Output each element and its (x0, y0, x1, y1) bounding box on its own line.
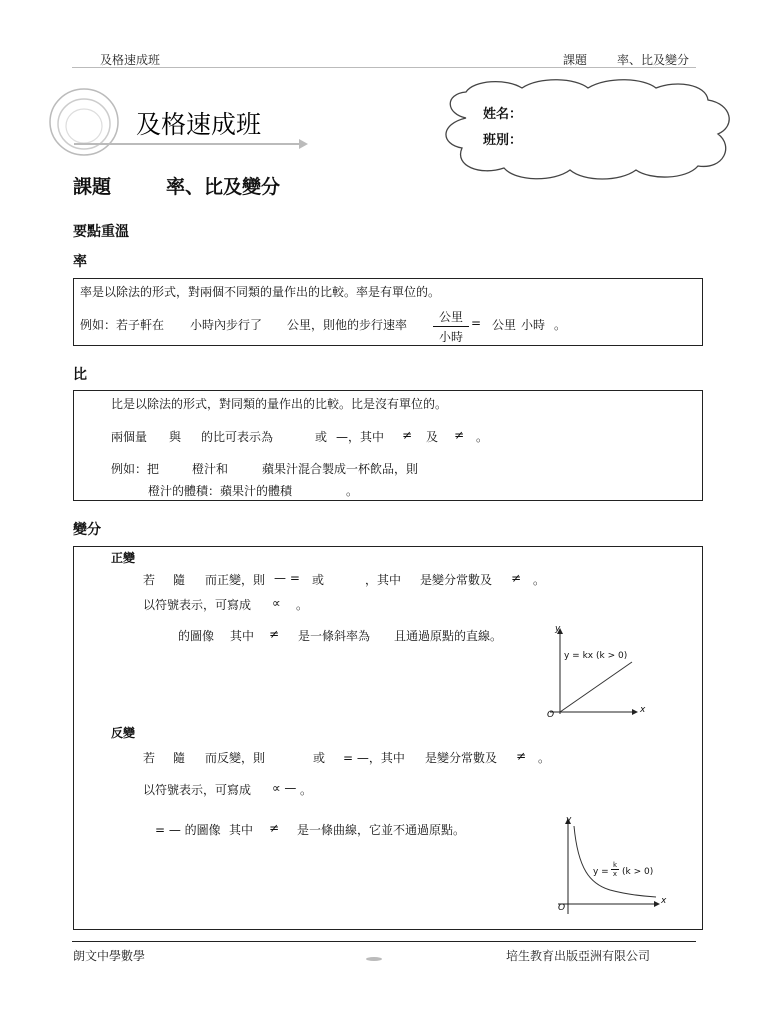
direct-l1-f: ，其中 (365, 573, 402, 587)
inverse-l3-b: 其中 (229, 823, 254, 837)
inverse-l1-d: 或 (313, 751, 326, 765)
footer-right: 培生教育出版亞洲有限公司 (506, 949, 651, 963)
direct-l3-e: 且通過原點的直線。 (394, 629, 503, 643)
inverse-graph-frac-den: x (612, 870, 618, 878)
name-cloud (436, 78, 740, 182)
ratio-heading: 比 (73, 367, 87, 383)
inverse-l2-c: 。 (300, 783, 313, 797)
direct-l2-c: 。 (296, 598, 309, 612)
direct-l2-a: 以符號表示，可寫成 (143, 598, 252, 612)
inverse-origin-label: O (558, 903, 566, 913)
inverse-l1-e: = —，其中 (343, 751, 405, 765)
direct-l1-g: 是變分常數及 (420, 573, 493, 587)
inverse-l1-g: ≠ (516, 749, 527, 763)
rate-example-end: 。 (554, 318, 567, 332)
section-review: 要點重溫 (73, 224, 129, 240)
inverse-l2-b: ∝ — (272, 781, 297, 795)
inverse-graph-fraction (611, 861, 619, 878)
inverse-label: 反變 (111, 726, 136, 740)
rate-example-a: 例如：若子軒在 (80, 318, 165, 332)
inverse-graph-label-a: y = (593, 867, 609, 877)
direct-l3-c: ≠ (269, 627, 280, 641)
direct-x-axis-label: x (640, 705, 646, 715)
rate-definition: 率是以除法的形式，對兩個不同類的量作出的比較。率是有單位的。 (80, 285, 441, 299)
header-topic-name: 率、比及變分 (617, 53, 690, 67)
rate-example-c: 公里，則他的步行速率 (287, 318, 408, 332)
direct-label: 正變 (111, 551, 136, 565)
ratio-l2-d: 或 (315, 430, 328, 444)
rate-example-b: 小時內步行了 (190, 318, 263, 332)
rate-example-e: 小時 (521, 318, 546, 332)
header-rule (72, 67, 696, 68)
inverse-l3-c: ≠ (269, 821, 280, 835)
inverse-l3-d: 是一條曲線，它並不通過原點。 (297, 823, 466, 837)
direct-graph-label: y = kx (k > 0) (564, 651, 628, 661)
inverse-l1-a: 若 (143, 751, 156, 765)
inverse-l3-a: = — 的圖像 (155, 823, 221, 837)
inverse-l1-b: 隨 (173, 751, 186, 765)
footer-rule (72, 941, 696, 942)
direct-l1-a: 若 (143, 573, 156, 587)
direct-l3-b: 其中 (230, 629, 255, 643)
rate-example-d: 公里 (492, 318, 517, 332)
ratio-l2-b: 與 (169, 430, 182, 444)
ratio-definition: 比是以除法的形式，對同類的量作出的比較。比是沒有單位的。 (111, 397, 448, 411)
variation-heading: 變分 (73, 522, 101, 538)
rate-equals: = (471, 316, 482, 330)
inverse-y-axis-label: y (566, 815, 572, 825)
inverse-graph-frac-num: k (612, 861, 618, 869)
direct-l3-d: 是一條斜率為 (298, 629, 371, 643)
inverse-l1-f: 是變分常數及 (425, 751, 498, 765)
direct-l1-h: ≠ (511, 571, 522, 585)
ratio-l3-b: 橙汁和 (192, 462, 229, 476)
direct-origin-label: O (547, 710, 555, 720)
footer-ornament (366, 957, 382, 961)
rate-frac-num: 公里 (438, 310, 463, 324)
ratio-l2-e: —，其中 (336, 430, 385, 444)
ratio-l2-c: 的比可表示為 (201, 430, 274, 444)
inverse-graph-label-b: (k > 0) (622, 867, 654, 877)
inverse-l2-a: 以符號表示，可寫成 (143, 783, 252, 797)
direct-l1-i: 。 (533, 573, 546, 587)
ratio-l3-a: 例如：把 (111, 462, 160, 476)
rate-heading: 率 (73, 254, 87, 270)
ratio-l3-c: 蘋果汁混合製成一杯飲品，則 (262, 462, 419, 476)
inverse-l1-c: 而反變，則 (205, 751, 266, 765)
direct-l1-e: 或 (312, 573, 325, 587)
ratio-l2-h: ≠ (454, 428, 465, 442)
direct-l2-b: ∝ (272, 596, 281, 610)
ratio-l4-a: 橙汁的體積：蘋果汁的體積 (148, 484, 293, 498)
ratio-l4-b: 。 (346, 484, 359, 498)
ratio-l2-g: 及 (426, 430, 439, 444)
header-left: 及格速成班 (100, 53, 161, 67)
rate-frac-den: 小時 (438, 330, 463, 344)
inverse-x-axis-label: x (661, 896, 667, 906)
ratio-l2-a: 兩個量 (111, 430, 148, 444)
name-label: 姓名： (483, 107, 523, 122)
banner-title: 及格速成班 (136, 110, 262, 139)
topic-name: 率、比及變分 (166, 176, 281, 198)
topic-label: 課題 (73, 176, 112, 198)
direct-y-axis-label: y (555, 624, 561, 634)
direct-l1-c: 而正變，則 (205, 573, 266, 587)
inverse-l1-h: 。 (538, 751, 551, 765)
ratio-l2-f: ≠ (402, 428, 413, 442)
rate-fraction (433, 308, 469, 345)
footer-left: 朗文中學數學 (73, 949, 146, 963)
direct-l1-d: — = (274, 571, 300, 585)
ratio-l2-i: 。 (476, 430, 489, 444)
direct-l1-b: 隨 (173, 573, 186, 587)
direct-l3-a: 的圖像 (178, 629, 215, 643)
class-label: 班別： (483, 133, 523, 148)
header-topic-label: 課題 (563, 53, 588, 67)
